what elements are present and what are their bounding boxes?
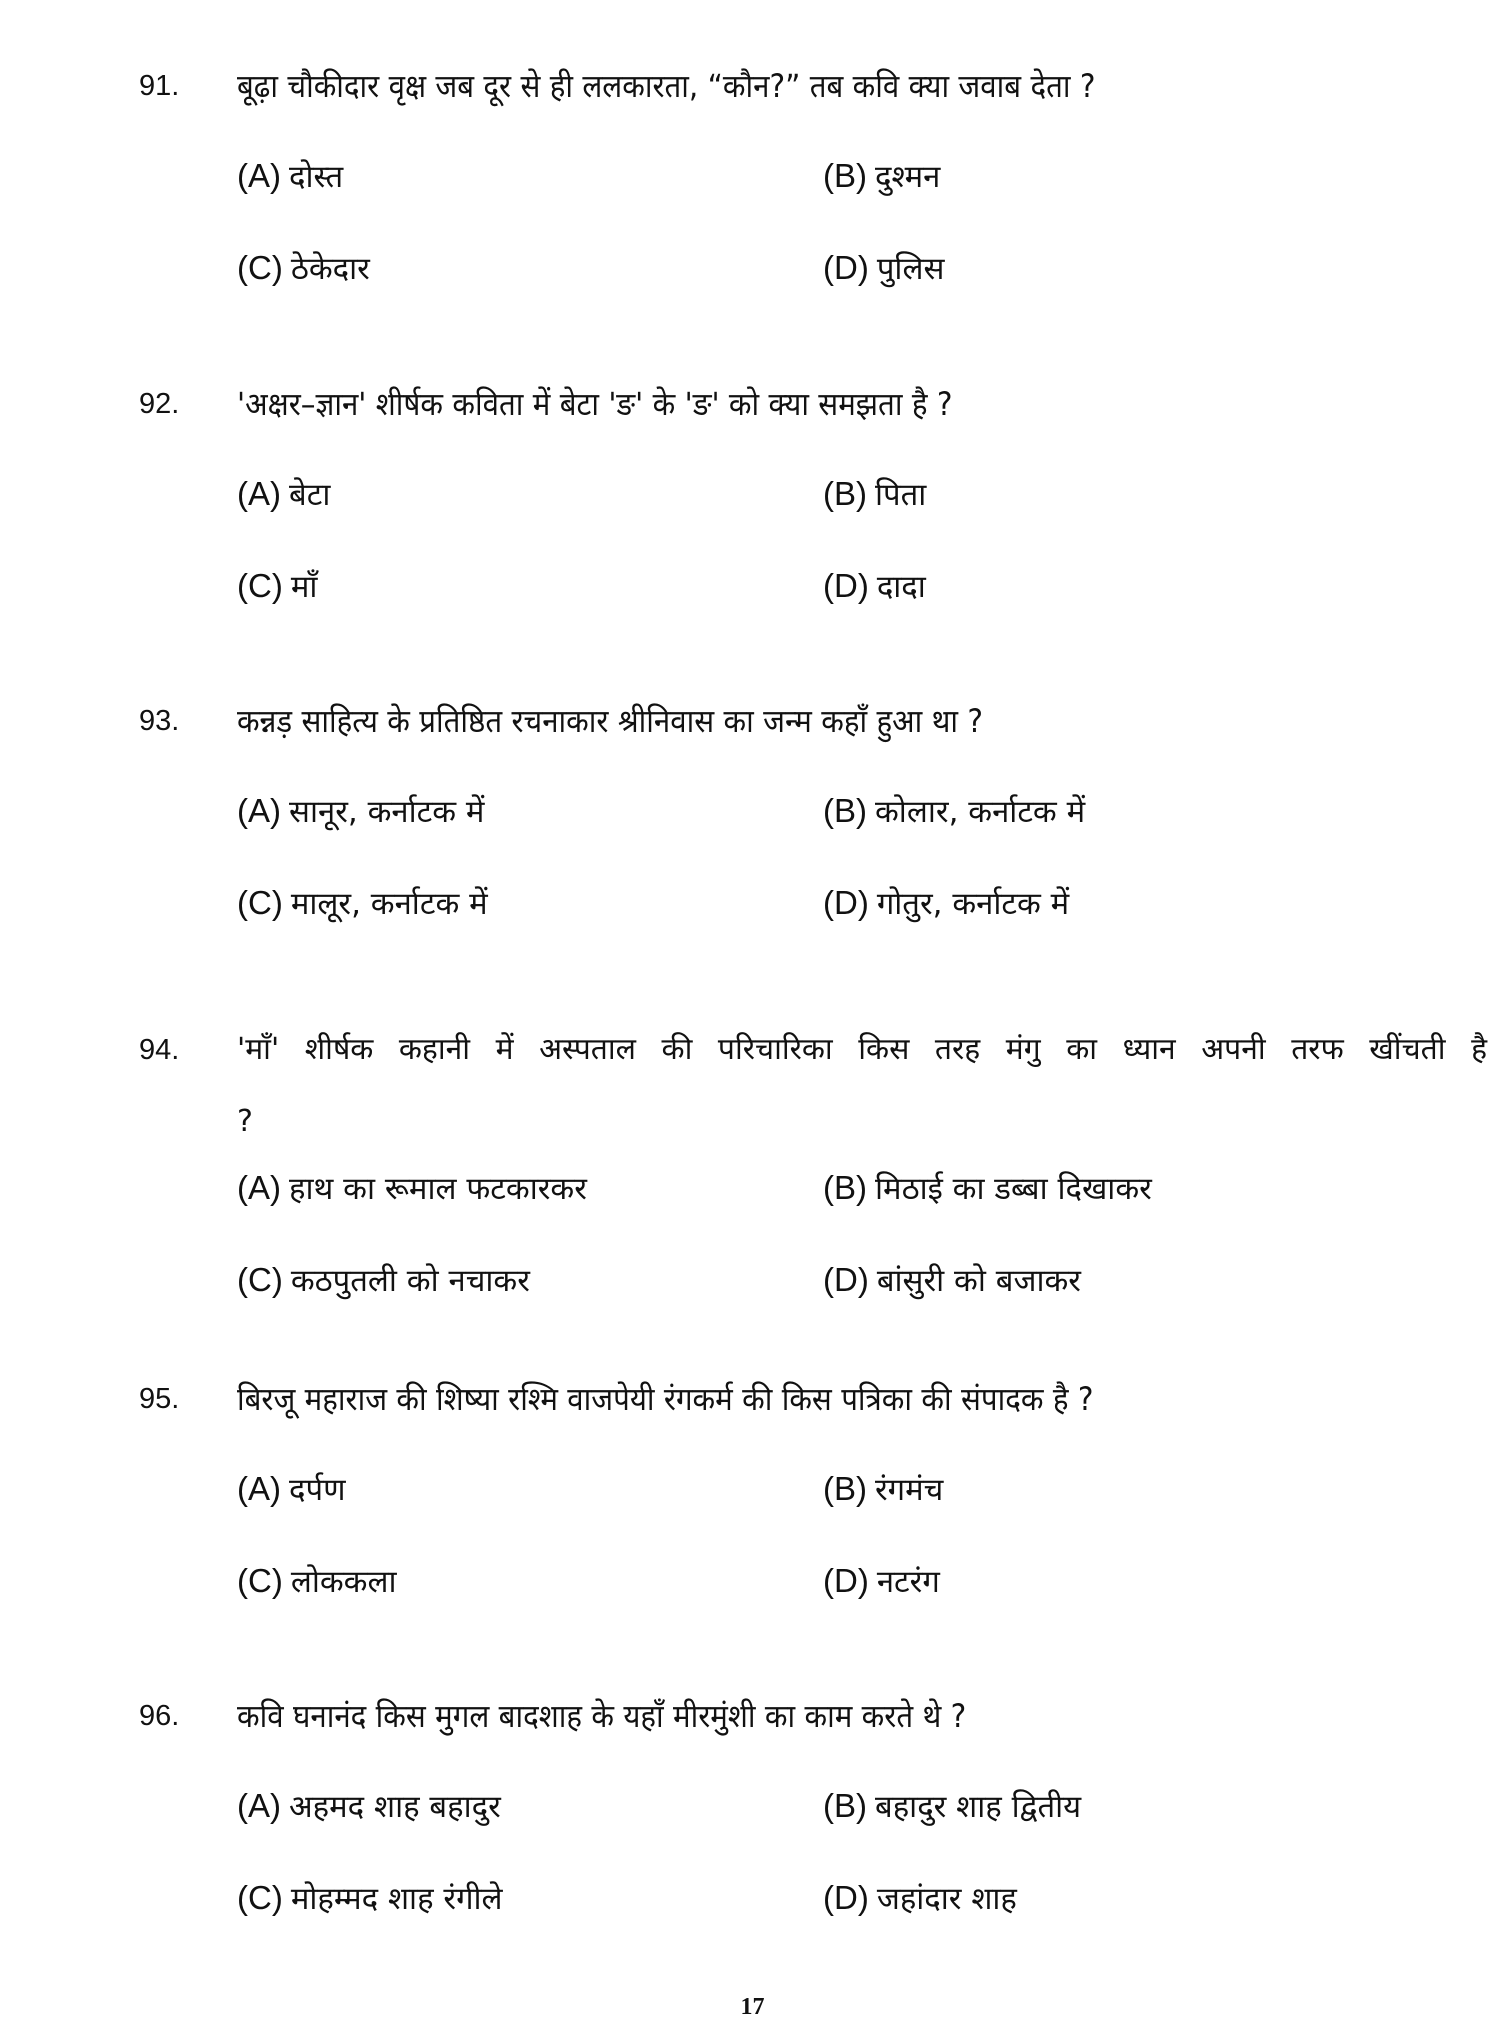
option-b (823, 152, 940, 200)
option-b (823, 787, 1085, 835)
option-label: (C) (237, 249, 283, 286)
question-text: कवि घनानंद किस मुगल बादशाह के यहाँ मीरमुंशी का काम करते थे ? (237, 1697, 967, 1735)
option-label: (C) (237, 884, 283, 921)
option-label: (B) (823, 475, 867, 512)
option-b (823, 1782, 1081, 1830)
question-line (0, 62, 1505, 110)
option-text: कठपुतली को नचाकर (290, 1263, 530, 1299)
option-text: लोककला (290, 1564, 397, 1600)
option-text: गोतुर, कर्नाटक में (876, 886, 1070, 922)
option-label: (D) (823, 884, 869, 921)
question-text: बूढ़ा चौकीदार वृक्ष जब दूर से ही ललकारता, “कौन?” तब कवि क्या जवाब देता ? (237, 67, 1096, 105)
option-text: कोलार, कर्नाटक में (875, 794, 1086, 830)
question-line (0, 1014, 1505, 1139)
option-label: (A) (237, 1169, 281, 1206)
option-label: (D) (823, 567, 869, 604)
option-text: पुलिस (876, 251, 945, 287)
option-d (823, 1256, 1081, 1304)
option-c (237, 1256, 530, 1304)
question-number: 95. (139, 1383, 180, 1415)
question-number: 93. (139, 705, 180, 737)
option-a (237, 470, 330, 518)
option-c (237, 244, 370, 292)
option-label: (B) (823, 1787, 867, 1824)
question-number: 92. (139, 388, 180, 420)
option-a (237, 787, 484, 835)
option-text: मोहम्मद शाह रंगीले (290, 1881, 503, 1917)
option-label: (C) (237, 1562, 283, 1599)
page-number: 17 (740, 1994, 765, 2020)
option-d (823, 879, 1069, 927)
option-label: (D) (823, 249, 869, 286)
option-label: (B) (823, 1169, 867, 1206)
option-label: (B) (823, 157, 867, 194)
option-text: दोस्त (289, 159, 344, 195)
option-c (237, 1874, 503, 1922)
option-d (823, 562, 926, 610)
option-b (823, 1465, 943, 1513)
option-text: नटरंग (876, 1564, 940, 1600)
question-number: 91. (139, 70, 180, 102)
option-label: (B) (823, 1470, 867, 1507)
option-b (823, 1164, 1152, 1212)
option-label: (B) (823, 792, 867, 829)
question-number: 94. (139, 1034, 180, 1066)
option-a (237, 1164, 587, 1212)
option-text: सानूर, कर्नाटक में (289, 794, 485, 830)
option-label: (C) (237, 1879, 283, 1916)
option-text: माँ (290, 569, 318, 605)
option-label: (A) (237, 792, 281, 829)
option-text: अहमद शाह बहादुर (289, 1789, 501, 1825)
option-text: रंगमंच (875, 1472, 944, 1508)
option-label: (C) (237, 567, 283, 604)
option-d (823, 244, 944, 292)
question-text: 'अक्षर–ज्ञान' शीर्षक कविता में बेटा 'ङ' के 'ङ' को क्या समझता है ? (237, 385, 953, 423)
question-text: बिरजू महाराज की शिष्या रश्मि वाजपेयी रंगकर्म की किस पत्रिका की संपादक है ? (237, 1380, 1094, 1418)
option-text: ठेकेदार (290, 251, 370, 287)
question-text: 'माँ' शीर्षक कहानी में अस्पताल की परिचारिका किस तरह मंगु का ध्यान अपनी तरफ खींचती है ? (237, 1032, 1487, 1139)
option-a (237, 152, 343, 200)
option-c (237, 1557, 397, 1605)
option-label: (D) (823, 1879, 869, 1916)
question-text: कन्नड़ साहित्य के प्रतिष्ठित रचनाकार श्रीनिवास का जन्म कहाँ हुआ था ? (237, 702, 984, 740)
option-text: दर्पण (289, 1472, 346, 1508)
option-d (823, 1874, 1017, 1922)
option-label: (D) (823, 1562, 869, 1599)
option-a (237, 1465, 345, 1513)
option-label: (A) (237, 1470, 281, 1507)
option-b (823, 470, 926, 518)
option-c (237, 879, 488, 927)
option-d (823, 1557, 940, 1605)
question-line (0, 1692, 1505, 1740)
option-text: जहांदार शाह (876, 1881, 1017, 1917)
option-text: बेटा (289, 477, 331, 513)
option-text: मालूर, कर्नाटक में (290, 886, 488, 922)
option-text: दादा (876, 569, 926, 605)
question-line (0, 380, 1505, 428)
option-text: पिता (875, 477, 927, 513)
option-text: बहादुर शाह द्वितीय (875, 1789, 1082, 1825)
option-text: बांसुरी को बजाकर (876, 1263, 1081, 1299)
option-text: दुश्मन (875, 159, 941, 195)
option-c (237, 562, 317, 610)
option-text: मिठाई का डब्बा दिखाकर (875, 1171, 1152, 1207)
question-number: 96. (139, 1700, 180, 1732)
question-line (0, 697, 1505, 745)
option-label: (C) (237, 1261, 283, 1298)
option-label: (A) (237, 1787, 281, 1824)
option-a (237, 1782, 501, 1830)
option-label: (D) (823, 1261, 869, 1298)
option-text: हाथ का रूमाल फटकारकर (289, 1171, 587, 1207)
question-line (0, 1375, 1505, 1423)
option-label: (A) (237, 157, 281, 194)
option-label: (A) (237, 475, 281, 512)
